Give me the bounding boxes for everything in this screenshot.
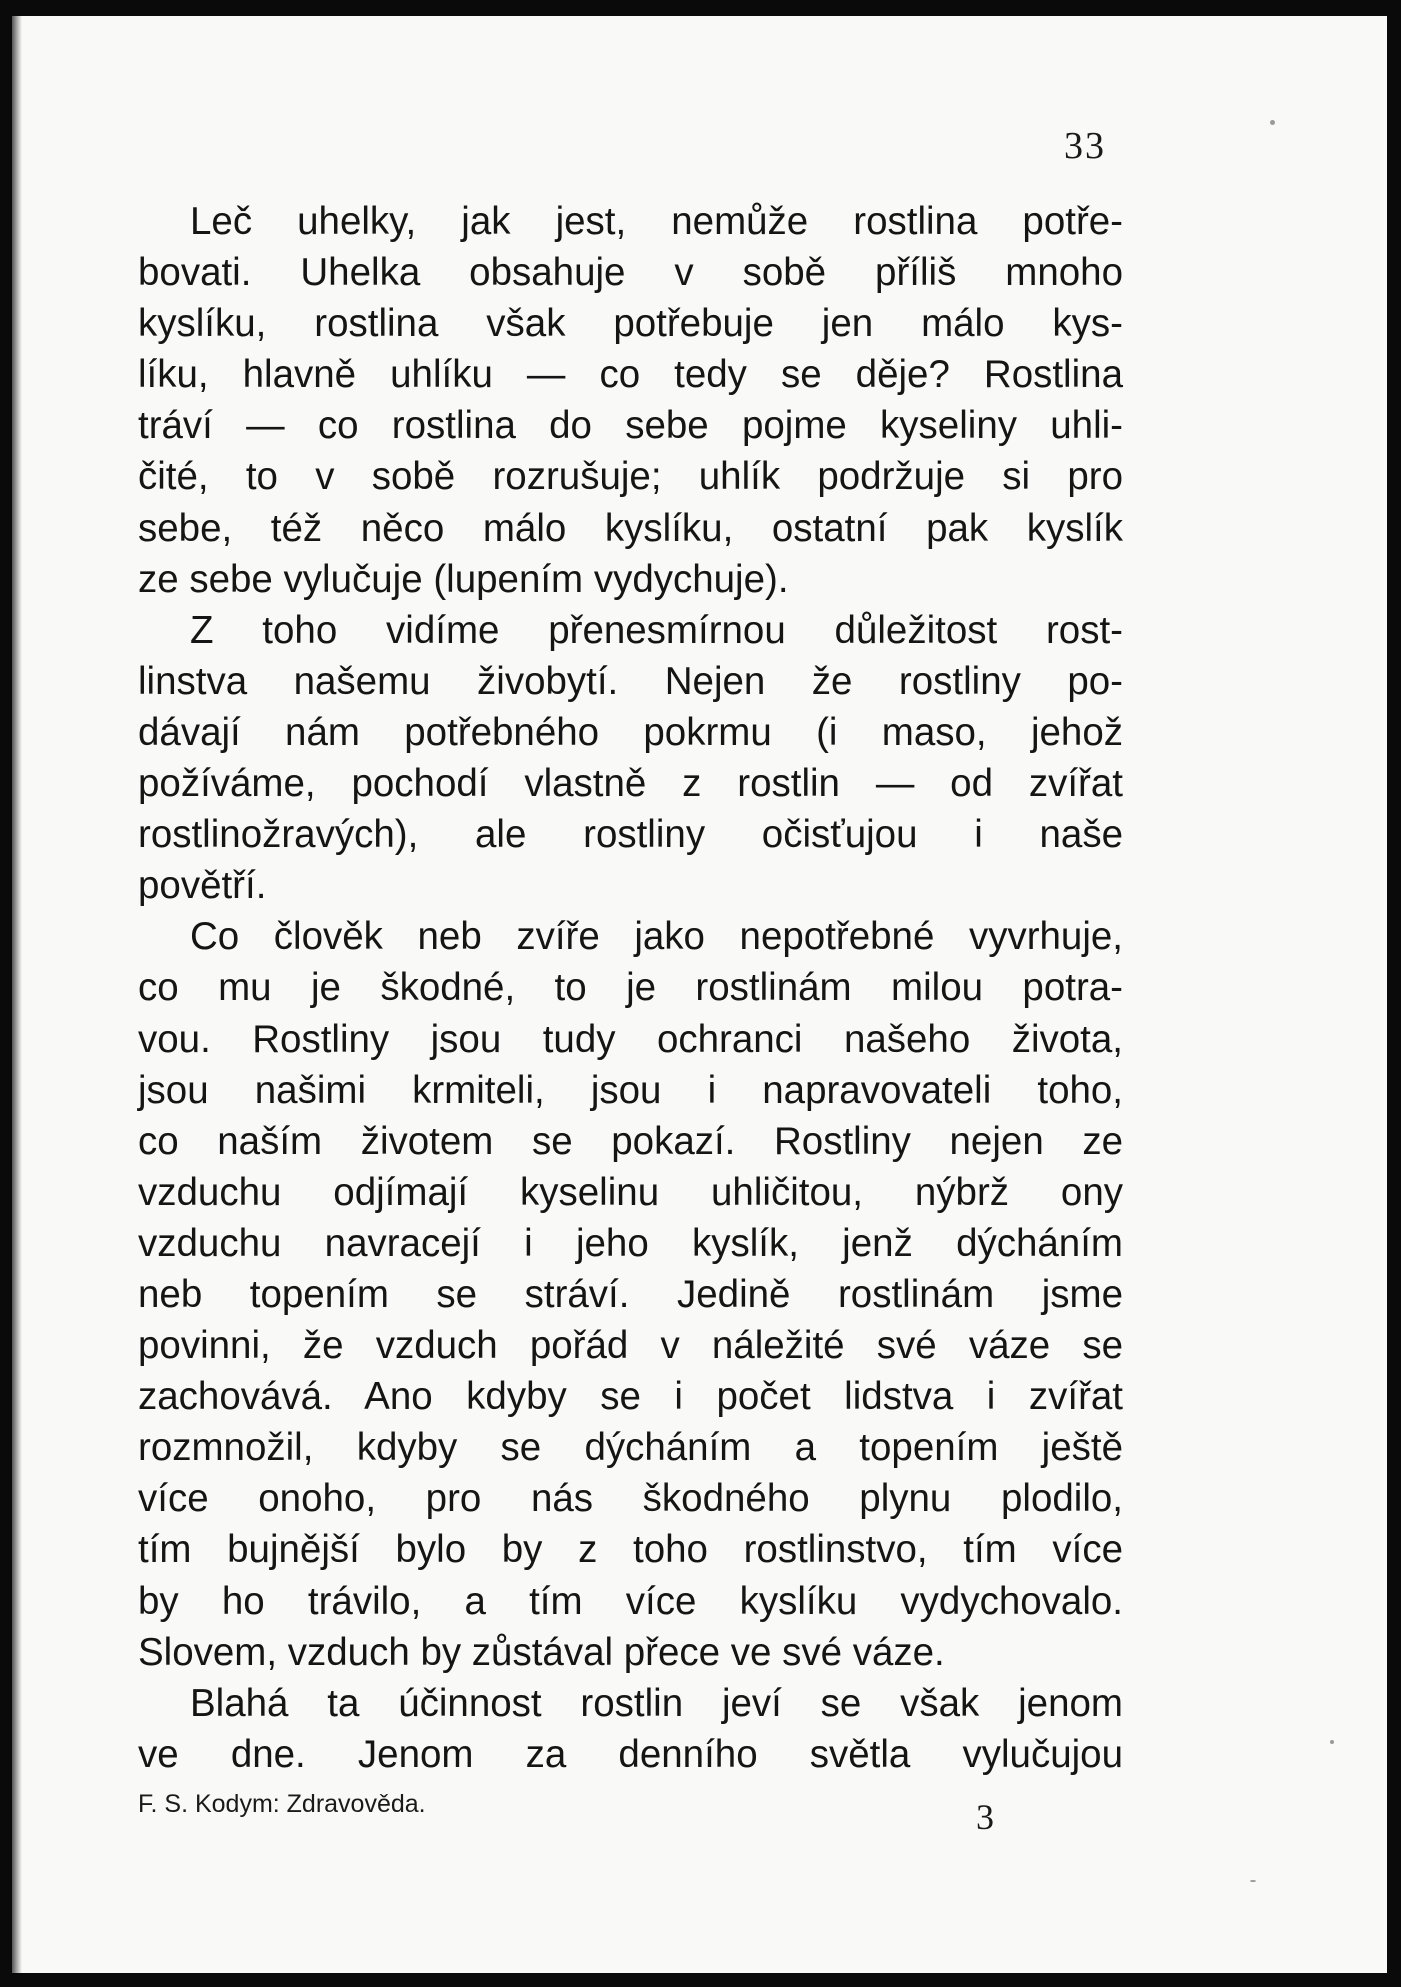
- text-line: Slovem, vzduch by zůstával přece ve své váze.: [138, 1630, 945, 1674]
- text-line: dávají nám potřebného pokrmu (i maso, jehož: [138, 710, 1123, 754]
- text-line: Co člověk neb zvíře jako nepotřebné vyvrhuje,: [190, 915, 1123, 959]
- scan-border-bottom: [0, 1973, 1401, 1987]
- text-line: Blahá ta účinnost rostlin jeví se však jenom: [190, 1681, 1123, 1725]
- scan-border-right: [1387, 0, 1401, 1987]
- text-line: rostlinožravých), ale rostliny očisťujou i naše: [138, 813, 1123, 857]
- text-line: povinni, že vzduch pořád v náležité své váze se: [138, 1324, 1123, 1368]
- text-line: co mu je škodné, to je rostlinám milou potra-: [138, 966, 1123, 1010]
- text-line: ve dne. Jenom za denního světla vylučujou: [138, 1732, 1123, 1776]
- footer-signature: F. S. Kodym: Zdravověda.: [138, 1790, 426, 1818]
- text-line: sebe, též něco málo kyslíku, ostatní pak kyslík: [138, 506, 1123, 550]
- text-line: čité, to v sobě rozrušuje; uhlík podržuje si pro: [138, 455, 1123, 499]
- text-line: povětří.: [138, 864, 267, 908]
- text-line: linstva našemu živobytí. Nejen že rostliny po-: [138, 659, 1123, 703]
- text-line: jsou našimi krmiteli, jsou i napravovateli toho,: [138, 1068, 1123, 1112]
- text-line: kyslíku, rostlina však potřebuje jen málo kys-: [138, 302, 1123, 346]
- text-line: vzduchu odjímají kyselinu uhličitou, nýbrž ony: [138, 1170, 1123, 1214]
- text-line: více onoho, pro nás škodného plynu plodilo,: [138, 1477, 1123, 1521]
- text-line: tím bujnější bylo by z toho rostlinstvo, tím více: [138, 1528, 1123, 1572]
- text-line: co naším životem se pokazí. Rostliny nejen ze: [138, 1119, 1123, 1163]
- text-line: ze sebe vylučuje (lupením vydychuje).: [138, 557, 789, 601]
- scan-border-top: [0, 0, 1401, 16]
- scan-speck: [1330, 1740, 1334, 1744]
- text-line: líku, hlavně uhlíku — co tedy se děje? Rostlina: [138, 353, 1123, 397]
- text-line: neb topením se stráví. Jedině rostlinám jsme: [138, 1272, 1123, 1316]
- text-line: požíváme, pochodí vlastně z rostlin — od zvířat: [138, 762, 1123, 806]
- page-number: 33: [1064, 125, 1106, 167]
- text-line: by ho trávilo, a tím více kyslíku vydychovalo.: [138, 1579, 1123, 1623]
- text-line: Leč uhelky, jak jest, nemůže rostlina potře-: [190, 200, 1123, 243]
- text-line: Z toho vidíme přenesmírnou důležitost rost-: [190, 608, 1123, 652]
- text-line: bovati. Uhelka obsahuje v sobě příliš mnoho: [138, 251, 1123, 295]
- text-line: rozmnožil, kdyby se dýcháním a topením ještě: [138, 1426, 1123, 1470]
- spine-shadow: [12, 16, 22, 1973]
- text-line: zachovává. Ano kdyby se i počet lidstva i zvířat: [138, 1375, 1123, 1419]
- scan-speck: [1250, 1880, 1256, 1882]
- body-text: [138, 196, 1123, 1780]
- scan-speck: [1270, 120, 1275, 125]
- text-line: vou. Rostliny jsou tudy ochranci našeho života,: [138, 1017, 1123, 1061]
- text-line: tráví — co rostlina do sebe pojme kyseliny uhli-: [138, 404, 1123, 448]
- scan-border-left: [0, 0, 12, 1987]
- text-line: vzduchu navracejí i jeho kyslík, jenž dýcháním: [138, 1221, 1123, 1265]
- footer-sheet-number: 3: [976, 1797, 994, 1837]
